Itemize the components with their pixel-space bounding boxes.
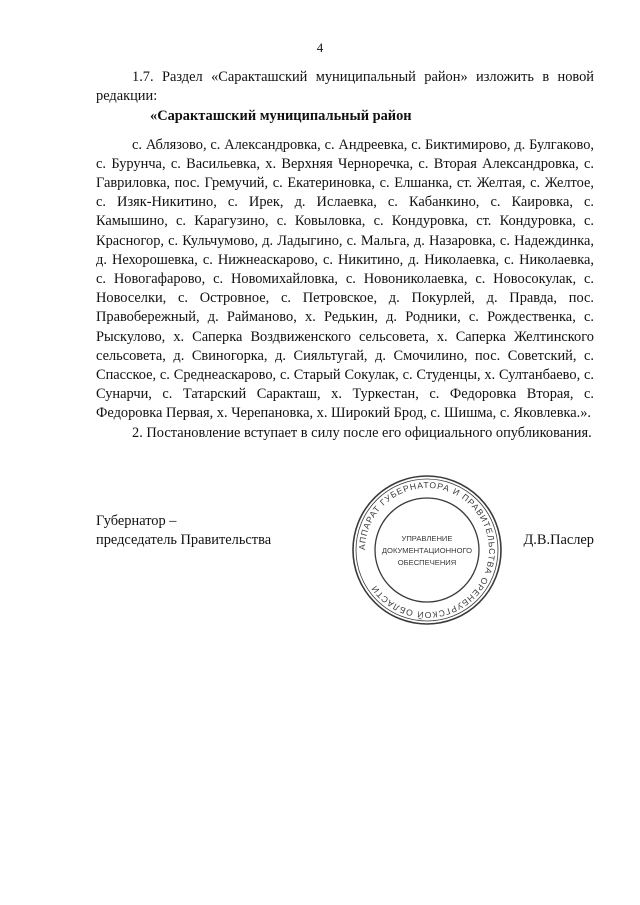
signatory-position xyxy=(96,512,271,550)
section-title: «Саракташский муниципальный район xyxy=(150,108,412,125)
position-line-1: Губернатор – xyxy=(96,513,177,529)
item-1-7: 1.7. Раздел «Саракташский муниципальный район» изложить в новой редакции: xyxy=(96,69,594,105)
document-body xyxy=(96,68,594,443)
signature-block xyxy=(96,479,594,621)
position-line-2: председатель Правительства xyxy=(96,532,272,549)
signatory-name: Д.В.Паслер xyxy=(523,532,594,548)
official-seal-stamp xyxy=(350,473,504,627)
seal-center-line-1: УПРАВЛЕНИЕ xyxy=(401,534,453,543)
seal-outer-text: АППАРАТ ГУБЕРНАТОРА И ПРАВИТЕЛЬСТВА ОРЕНБУРГСКОЙ ОБЛАСТИ xyxy=(356,479,498,621)
page-number: 4 xyxy=(316,40,324,55)
item-2: 2. Постановление вступает в силу после его официального опубликования. xyxy=(132,424,592,441)
settlements-list: с. Аблязово, с. Александровка, с. Андреевка, с. Биктимирово, д. Булгаково, с. Бурунча, с. Васильевка, х. Верхняя Черноречка, с. Вторая Александровка, с. Гавриловка, пос. Гремучий, с. Екатериновка, с. Елшанка, ст. Желтая, с. Желтое, с. Изяк-Никитино, с. Ирек, д. Ислаевка, с. Кабанкино, с. Каировка, с. Камышино, с. Карагузино, с. Ковыловка, с. Кондуровка, ст. Кондуровка, с. Красногор, с. Кульчумово, д. Ладыгино, с. Мальга, д. Назаровка, с. Надеждинка, д. Нехорошевка, с. Нижнеаскарово, с. Никитино, д. Николаевка, с. Николаевка, с. Новогафарово, с. Новомихайловка, с. Новониколаевка, с. Новосокулак, с. Новоселки, с. Островное, с. Петровское, д. Покурлей, д. Правда, пос. Правобережный, д. Райманово, х. Редькин, д. Родники, с. Рождественка, с. Рыскулово, х. Саперка Воздвиженского сельсовета, х. Саперка Желтинского сельсовета, д. Свиногорка, д. Сияльтугай, д. Смочилино, пос. Советский, с. Спасское, с. Среднеаскарово, с. Старый Сокулак, с. Студенцы, х. Султанбаево, с. Сунарчи, с. Татарский Саракташ, х. Туркестан, с. Федоровка Вторая, с. Федоровка Первая, х. Черепановка, х. Широкий Брод, с. Шишма, с. Яковлевка.». xyxy=(96,136,594,422)
seal-center-line-2: ДОКУМЕНТАЦИОННОГО xyxy=(381,546,473,555)
seal-center-line-3: ОБЕСПЕЧЕНИЯ xyxy=(397,558,457,567)
